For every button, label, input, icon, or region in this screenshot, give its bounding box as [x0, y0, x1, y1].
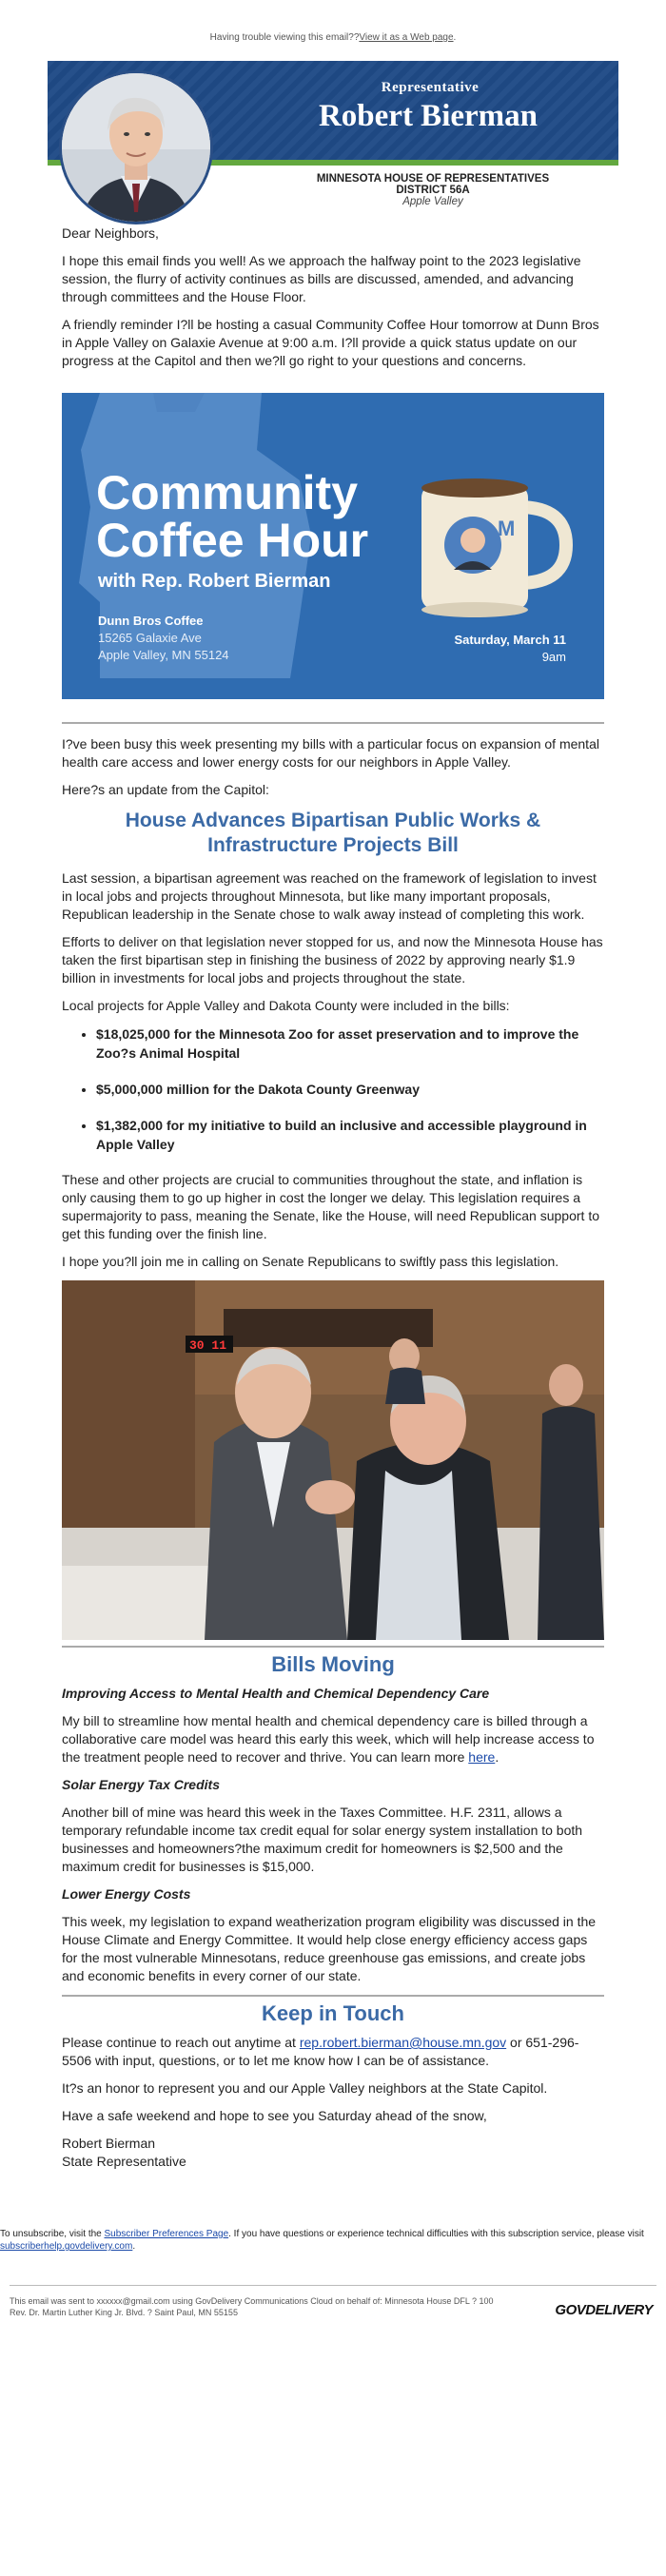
list-item: • $5,000,000 million for the Dakota County Greenway [96, 1080, 604, 1099]
unsubscribe-notice [0, 2228, 666, 2253]
update-paragraph-1: I?ve been busy this week presenting my bills with a particular focus on expansion of mental health care access and lower energy costs for our neighbors in Apple Valley. [62, 736, 599, 770]
section-divider-3 [62, 1995, 604, 1997]
project-list [62, 1025, 604, 1154]
hero-address-2: Apple Valley, MN 55124 [98, 648, 229, 662]
intro-paragraph-1: I hope this email finds you well! As we approach the halfway point to the 2023 legislative session, the flurry of activity continues as bills are discussed, amended, and advancing through committees and the House Floor. [62, 253, 581, 304]
preheader-text: Having trouble viewing this email?? [209, 32, 360, 43]
unsub-text-a: To unsubscribe, visit the [0, 2229, 102, 2239]
keep-in-touch-heading: Keep in Touch [262, 2001, 404, 2025]
unsub-text-b: . If you have questions or experience technical difficulties with this subscription service, please visit [228, 2229, 644, 2239]
coffee-hour-banner [62, 393, 604, 699]
hero-time: 9am [541, 650, 566, 664]
honor-paragraph: It?s an honor to represent you and our Apple Valley neighbors at the State Capitol. [62, 2080, 548, 2096]
subscriber-preferences-link[interactable]: Subscriber Preferences Page [104, 2229, 229, 2239]
bill-text-solar: Another bill of mine was heard this week in the Taxes Committee. H.F. 2311, allows a temporary refundable income tax credit equal for solar energy system installation to both businesses and homeowners?the maximum credit for homeowners is $2,500 and the maximum credit for businesses is $15,000. [62, 1805, 583, 1874]
footer-divider [10, 2285, 656, 2286]
unsub-end: . [132, 2241, 136, 2252]
infrastructure-heading: House Advances Bipartisan Public Works & Infrastructure Projects Bill [125, 810, 541, 856]
closing-paragraph: Have a safe weekend and hope to see you Saturday ahead of the snow, [62, 2108, 487, 2123]
hero-venue: Dunn Bros Coffee [98, 614, 204, 628]
preheader [0, 0, 666, 61]
signature-title: State Representative [62, 2154, 186, 2169]
email-link[interactable]: rep.robert.bierman@house.mn.gov [299, 2035, 507, 2050]
update-paragraph-6: These and other projects are crucial to communities throughout the state, and inflation is only causing them to go up higher in cost the longer we delay. This legislation requires a supermajority to pass, meaning the Senate, like the House, will need Republican support to get this funding over the finish line. [62, 1172, 599, 1241]
hero-line-1: Community [96, 466, 358, 519]
portrait-photo [59, 70, 213, 224]
web-page-link[interactable]: View it as a Web page [359, 32, 454, 43]
update-paragraph-5: Local projects for Apple Valley and Dakota County were included in the bills: [62, 998, 510, 1013]
bill-text-energy: This week, my legislation to expand weatherization program eligibility was discussed in the House Climate and Energy Committee. It would help close energy efficiency access gaps for the most vulnerable Minnesotans, reduce greenhouse gas emissions, and create jobs and economic benefits in every corner of our state. [62, 1914, 597, 1983]
city-name: Apple Valley [402, 196, 463, 207]
bill-text-mental-health [62, 1712, 604, 1766]
sent-text: This email was sent to xxxxxx@gmail.com using GovDelivery Communications Cloud on behalf of: Minnesota House DFL ? 100 [10, 2296, 494, 2306]
intro-paragraph-2: A friendly reminder I?ll be hosting a casual Community Coffee Hour tomorrow at Dunn Bros in Apple Valley on Galaxie Avenue at 9:00 a.m. I?ll provide a quick status update on our progress at the Capitol and then we?ll go right to your questions and concerns. [62, 317, 599, 368]
email-card [48, 61, 618, 2171]
greeting: Dear Neighbors, [62, 225, 159, 241]
bill-title-mental-health: Improving Access to Mental Health and Chemical Dependency Care [62, 1686, 490, 1701]
hero-address-1: 15265 Galaxie Ave [98, 631, 202, 645]
district-name: DISTRICT 56A [396, 185, 470, 196]
update-paragraph-4: Efforts to deliver on that legislation never stopped for us, and now the Minnesota House has taken the first bipartisan step in finishing the business of 2022 by approving nearly $1.9 billion in investments for local jobs and projects throughout the state. [62, 934, 603, 986]
committee-photo [62, 1280, 604, 1640]
preheader-end: . [453, 32, 457, 43]
update-paragraph-3: Last session, a bipartisan agreement was reached on the framework of legislation to invest in local jobs and projects throughout Minnesota, but like many important proposals, Republican leadership in the Senate chose to walk away instead of completing this work. [62, 870, 597, 922]
list-item: • $18,025,000 for the Minnesota Zoo for asset preservation and to improve the Zoo?s Animal Hospital [96, 1025, 604, 1063]
contact-text-a: Please continue to reach out anytime at [62, 2035, 296, 2050]
header-title-small: Representative [381, 80, 480, 95]
header-title-name: Robert Bierman [318, 99, 539, 133]
sender-address: Rev. Dr. Martin Luther King Jr. Blvd. ? Saint Paul, MN 55155 [10, 2308, 238, 2317]
update-paragraph-7: I hope you?ll join me in calling on Senate Republicans to swiftly pass this legislation. [62, 1254, 559, 1269]
contact-text-b: or 651-296-5506 with input, questions, or to let me know how I can be of assistance. [62, 2035, 579, 2068]
clock-readout: 30 11 [189, 1338, 227, 1353]
signature [62, 2135, 604, 2171]
bill-title-energy: Lower Energy Costs [62, 1886, 191, 1902]
signature-name: Robert Bierman [62, 2136, 156, 2151]
hero-line-3: with Rep. Robert Bierman [98, 571, 331, 592]
list-item: • $1,382,000 for my initiative to build an inclusive and accessible playground in Apple Valley [96, 1116, 604, 1154]
update-paragraph-2: Here?s an update from the Capitol: [62, 782, 269, 797]
section-divider-2 [62, 1646, 604, 1648]
org-name: MINNESOTA HOUSE OF REPRESENTATIVES [316, 173, 550, 185]
bill-title-solar: Solar Energy Tax Credits [62, 1777, 220, 1792]
subscriber-help-link[interactable]: subscriberhelp.govdelivery.com [0, 2241, 133, 2252]
bill-text-end: . [495, 1749, 500, 1765]
mug-mark: M [498, 517, 516, 540]
section-divider [62, 722, 604, 724]
email-body [48, 224, 618, 2171]
sent-notice [0, 2295, 666, 2318]
bills-heading: Bills Moving [271, 1652, 395, 1676]
hero-line-2: Coffee Hour [96, 514, 369, 567]
contact-paragraph [62, 2034, 604, 2070]
bill-text-mental-health-body: My bill to streamline how mental health and chemical dependency care is billed through a collaborative care model was heard this early this week, which will help increase access to the treatment people need to recover and thrive. You can learn more [62, 1713, 595, 1765]
govdelivery-logo: GOVDELIVERY [555, 2302, 653, 2318]
learn-more-link[interactable]: here [468, 1749, 496, 1765]
hero-date: Saturday, March 11 [454, 633, 566, 647]
